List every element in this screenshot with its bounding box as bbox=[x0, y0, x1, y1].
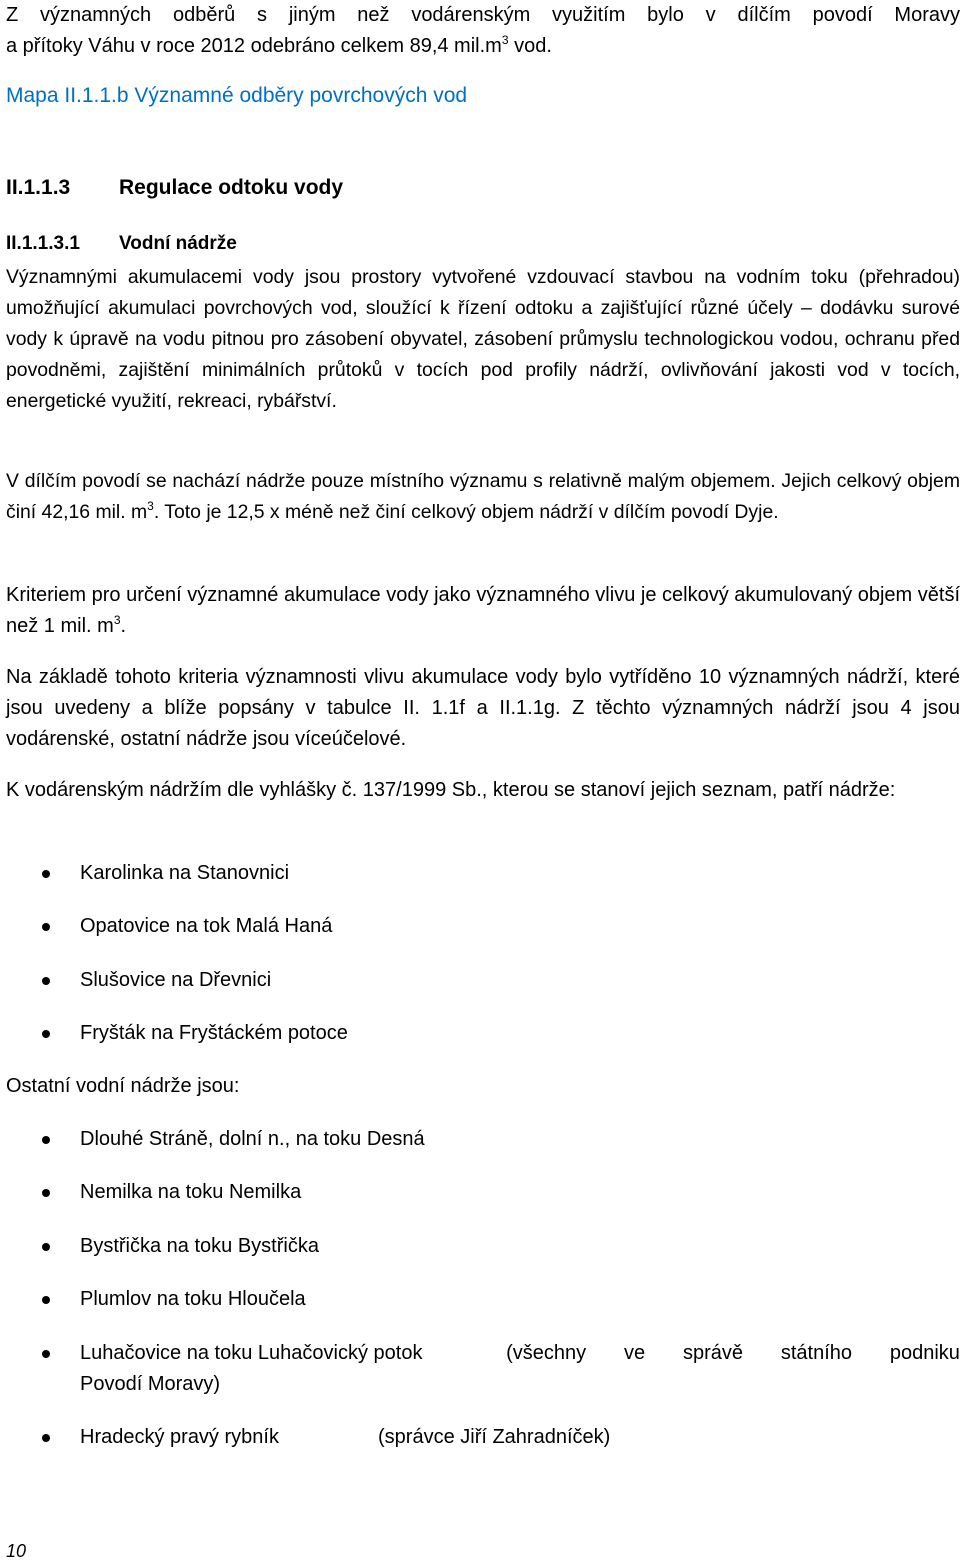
list-item-text: Dlouhé Stráně, dolní n., na toku Desná bbox=[80, 1128, 425, 1150]
luhacovice-note-word: správě bbox=[682, 1342, 744, 1364]
paragraph-selection: Na základě tohoto kriteria významnosti vlivu akumulace vody bylo vytříděno 10 významných nádrží, které jsou uvedeny a blíže popsány v tabulce II. 1.1f a II.1.1g. Z těchto významných nádrží jsou 4 jsou vodárenské, ostatní nádrže jsou víceúčelové. bbox=[6, 666, 960, 750]
volume-superscript: 3 bbox=[147, 499, 154, 513]
bullet-icon bbox=[42, 977, 50, 985]
subsection-title: Vodní nádrže bbox=[119, 233, 237, 254]
subsection-number: II.1.1.3.1 bbox=[6, 233, 80, 254]
paragraph-criterion-end: . bbox=[120, 615, 127, 637]
intro-line-1: Z významných odběrů s jiným než vodárenským využitím bylo v dílčím povodí Moravy bbox=[6, 4, 960, 26]
intro-line-2-text: a přítoky Váhu v roce 2012 odebráno celkem 89,4 mil.m bbox=[6, 35, 502, 57]
subsection-heading bbox=[6, 230, 237, 258]
paragraph-criterion bbox=[6, 580, 960, 642]
luhacovice-note-word: státního bbox=[780, 1342, 853, 1364]
list-item-text: Slušovice na Dřevnici bbox=[80, 969, 272, 991]
page-number: 10 bbox=[6, 1541, 27, 1561]
intro-line-2 bbox=[6, 35, 552, 57]
criterion-superscript: 3 bbox=[113, 613, 121, 627]
bullet-icon bbox=[42, 1030, 50, 1038]
bullet-icon bbox=[42, 923, 50, 931]
luhacovice-row bbox=[80, 1338, 960, 1369]
luhacovice-note-word: podniku bbox=[889, 1342, 960, 1364]
luhacovice-note-word: (všechny bbox=[506, 1342, 587, 1364]
map-link[interactable]: Mapa II.1.1.b Významné odběry povrchových vod bbox=[6, 84, 468, 107]
list-item-luhacovice bbox=[6, 1338, 960, 1400]
paragraph-criterion-text: Kriteriem pro určení významné akumulace vody jako významného vlivu je celkový akumulovaný objem větší než 1 mil. m bbox=[6, 584, 960, 637]
luhacovice-note-word: ve bbox=[624, 1342, 646, 1364]
bullet-icon bbox=[42, 1189, 50, 1197]
section-number: II.1.1.3 bbox=[6, 176, 71, 199]
bullet-icon bbox=[42, 1243, 50, 1251]
hradecky-name: Hradecký pravý rybník bbox=[80, 1426, 279, 1448]
bullet-icon bbox=[42, 1296, 50, 1304]
intro-superscript: 3 bbox=[501, 33, 509, 47]
section-heading bbox=[6, 174, 343, 202]
list-item-text: Bystřička na toku Bystřička bbox=[80, 1235, 319, 1257]
list-item-text: Karolinka na Stanovnici bbox=[80, 862, 290, 884]
paragraph-other-intro: Ostatní vodní nádrže jsou: bbox=[6, 1075, 240, 1097]
hradecky-note: (správce Jiří Zahradníček) bbox=[378, 1426, 611, 1448]
bullet-icon bbox=[42, 1434, 50, 1442]
luhacovice-note-line-2: Povodí Moravy) bbox=[80, 1373, 221, 1395]
paragraph-volume-text: V dílčím povodí se nachází nádrže pouze místního významu s relativně malým objemem. Jejich celkový objem činí 42,16 mil. m bbox=[6, 470, 960, 523]
intro-paragraph bbox=[6, 0, 960, 62]
list-item-text: Fryšták na Fryštáckém potoce bbox=[80, 1022, 348, 1044]
paragraph-water-supply-intro: K vodárenským nádržím dle vyhlášky č. 137/1999 Sb., kterou se stanoví jejich seznam, patří nádrže: bbox=[6, 779, 896, 801]
paragraph-volume bbox=[6, 466, 960, 528]
intro-line-2-end: vod. bbox=[508, 35, 552, 57]
paragraph-volume-end: . Toto je 12,5 x méně než činí celkový objem nádrží v dílčím povodí Dyje. bbox=[153, 501, 779, 523]
list-item-text: Opatovice na tok Malá Haná bbox=[80, 915, 333, 937]
bullet-icon bbox=[42, 1350, 50, 1358]
bullet-icon bbox=[42, 1136, 50, 1144]
section-title: Regulace odtoku vody bbox=[119, 176, 344, 199]
list-item-text: Nemilka na toku Nemilka bbox=[80, 1181, 302, 1203]
bullet-icon bbox=[42, 870, 50, 878]
luhacovice-entry bbox=[80, 1338, 960, 1400]
luhacovice-name: Luhačovice na toku Luhačovický potok bbox=[80, 1342, 423, 1364]
paragraph-reservoir-definition: Významnými akumulacemi vody jsou prostory vytvořené vzdouvací stavbou na vodním toku (přehradou) umožňující akumulaci povrchových vod, sloužící k řízení odtoku a zajišťující různé účely – dodávku surové vody k úpravě na vodu pitnou pro zásobení obyvatel, zásobení průmyslu technologickou vodou, ochranu před povodněmi, zajištění minimálních průtoků v tocích pod profily nádrží, ovlivňování jakosti vod v tocích, energetické využití, rekreaci, rybářství. bbox=[6, 266, 960, 412]
list-item-text: Plumlov na toku Hloučela bbox=[80, 1288, 306, 1310]
